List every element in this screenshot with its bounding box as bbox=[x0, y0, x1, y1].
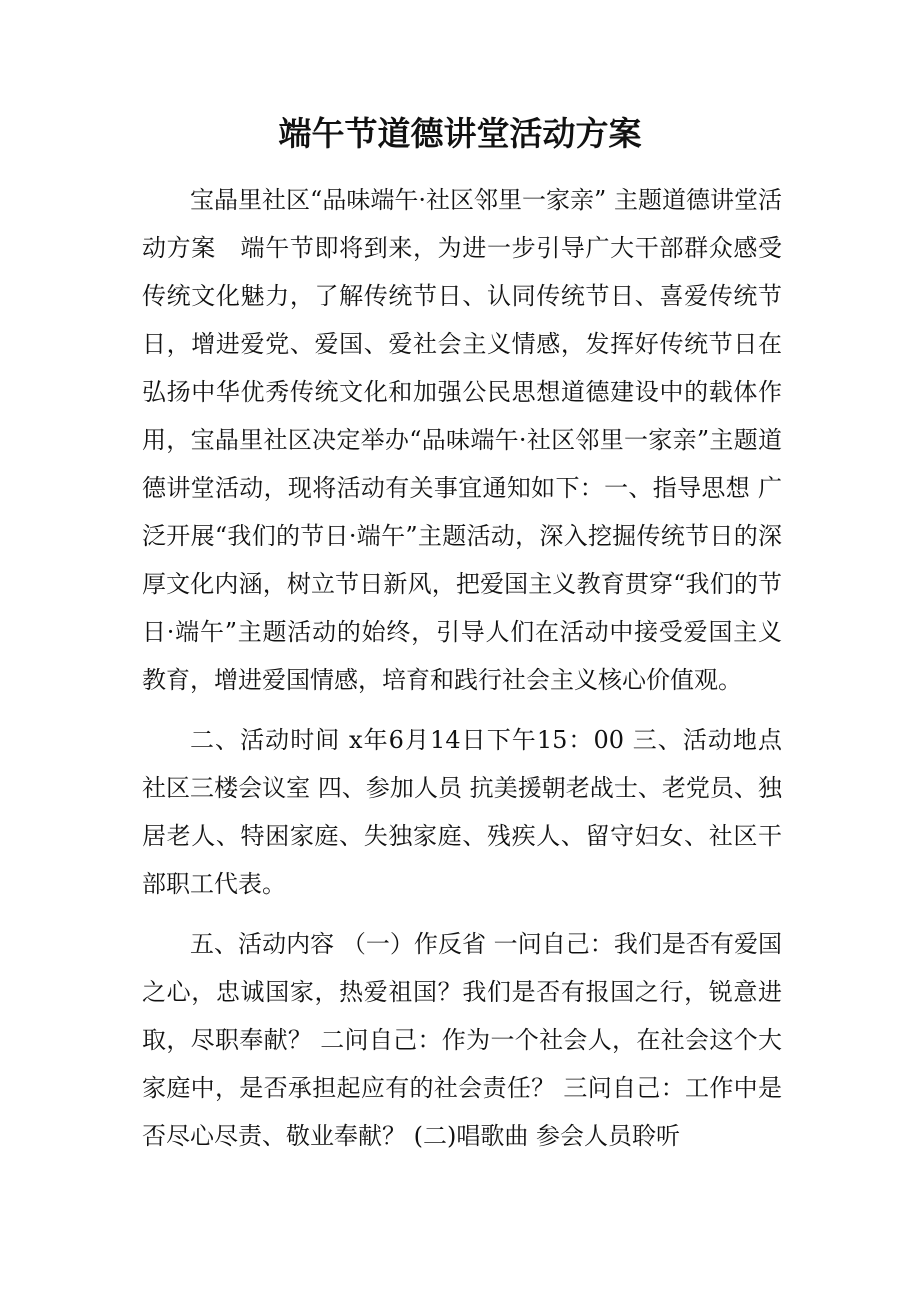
document-title: 端午节道德讲堂活动方案 bbox=[278, 114, 642, 153]
paragraph-intro-and-guiding-idea: 宝晶里社区“品味端午·社区邻里一家亲” 主题道德讲堂活动方案 端午节即将到来，为进一步引导广大干部群众感受传统文化魅力，了解传统节日、认同传统节日、喜爱传统节日，增进爱党、爱国、爱社会主义情感，发挥好传统节日在弘扬中华优秀传统文化和加强公民思想道德建设中的载体作用，宝晶里社区决定举办“品味端午·社区邻里一家亲”主题道德讲堂活动，现将活动有关事宜通知如下：一、指导思想 广泛开展“我们的节日·端午”主题活动，深入挖掘传统节日的深厚文化内涵，树立节日新风，把爱国主义教育贯穿“我们的节日·端午”主题活动的始终，引导人们在活动中接受爱国主义教育，增进爱国情感，培育和践行社会主义核心价值观。 bbox=[142, 186, 782, 694]
paragraph-time-place-participants: 二、活动时间 x年6月14日下午15：00 三、活动地点 社区三楼会议室 四、参加人员 抗美援朝老战士、老党员、独居老人、特困家庭、失独家庭、残疾人、留守妇女、社区干部职工代表。 bbox=[142, 726, 782, 898]
paragraph-activity-content: 五、活动内容 （一）作反省 一问自己：我们是否有爱国之心，忠诚国家，热爱祖国？我们是否有报国之行，锐意进取，尽职奉献？ 二问自己：作为一个社会人，在社会这个大家庭中，是否承担起应有的社会责任？ 三问自己：工作中是否尽心尽责、敬业奉献？ (二)唱歌曲 参会人员聆听 bbox=[142, 930, 782, 1150]
document-body bbox=[142, 176, 782, 1172]
